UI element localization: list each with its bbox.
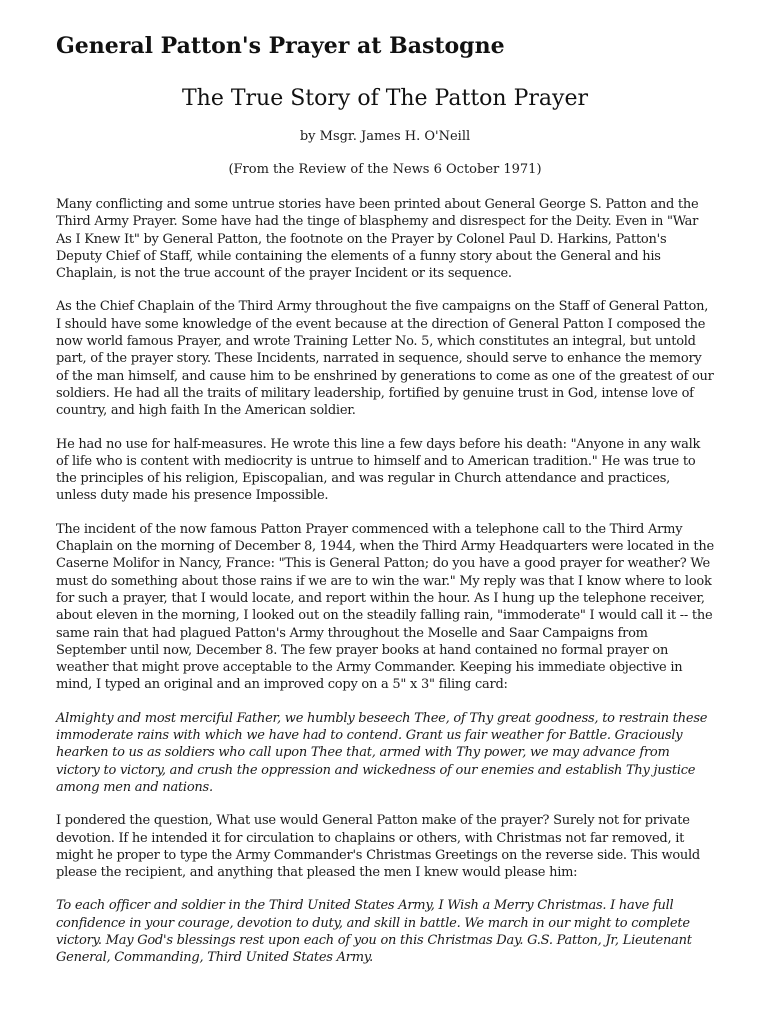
paragraph-half-measures: He had no use for half-measures. He wrote this line a few days before his death: "Anyone in any walk of life who is content with mediocrity is untrue to himself and to American tradition." He was true to the principles of his religion, Episcopalian, and was regular in Church attendance and practices, unless duty made his presence Impossible.	[56, 436, 701, 504]
paragraph-intro: Many conflicting and some untrue stories have been printed about General George S. Patton and the Third Army Prayer. Some have had the tinge of blasphemy and disrespect for the Deity. Even in "War As I Knew It" by General Patton, the footnote on the Prayer by Colonel Paul D. Harkins, Patton's Deputy Chief of Staff, while containing the elements of a funny story about the General and his Chaplain, is not the true account of the prayer Incident or its sequence.	[56, 197, 699, 282]
paragraph-incident: The incident of the now famous Patton Prayer commenced with a telephone call to the Third Army Chaplain on the morning of December 8, 1944, when the Third Army Headquarters were located in the Caserne Molifor in Nancy, France: "This is General Patton; do you have a good prayer for weather? We must do something about those rains if we are to win the war." My reply was that I know where to look for such a prayer, that I would locate, and report within the hour. As I hung up the telephone receiver, about eleven in the morning, I looked out on the steadily falling rain, "immoderate" I would call it -- the same rain that had plagued Patton's Army throughout the Moselle and Saar Campaigns from September until now, December 8. The few prayer books at hand contained no formal prayer on weather that might prove acceptable to the Army Commander. Keeping his immediate objective in mind, I typed an original and an improved copy on a 5" x 3" filing card:	[56, 521, 714, 693]
byline: by Msgr. James H. O'Neill	[299, 129, 471, 144]
source-note: (From the Review of the News 6 October 1971)	[228, 162, 542, 177]
paragraph-chaplain: As the Chief Chaplain of the Third Army throughout the five campaigns on the Staff of General Patton, I should have some knowledge of the event because at the direction of General Patton I composed the now world famous Prayer, and wrote Training Letter No. 5, which constitutes an integral, but untold part, of the prayer story. These Incidents, narrated in sequence, should serve to enhance the memory of the man himself, and cause him to be enshrined by generations to come as one of the greatest of our soldiers. He had all the traits of military leadership, fortified by genuine trust in God, intense love of country, and high faith In the American soldier.	[56, 299, 714, 419]
christmas-greeting-text: To each officer and soldier in the Third United States Army, I Wish a Merry Christmas. I have full confidence in your courage, devotion to duty, and skill in battle. We march in our might to complete victory. May God's blessings rest upon each of you on this Christmas Day. G.S. Patton, Jr, Lieutenant General, Commanding, Third United States Army.	[56, 898, 692, 966]
article-subtitle: The True Story of The Patton Prayer	[182, 86, 588, 111]
prayer-text: Almighty and most merciful Father, we humbly beseech Thee, of Thy great goodness, to restrain these immoderate rains with which we have had to contend. Grant us fair weather for Battle. Graciously hearken to us as soldiers who call upon Thee that, armed with Thy power, we may advance from victory to victory, and crush the oppression and wickedness of our enemies and establish Thy justice among men and nations.	[56, 710, 708, 795]
page-title: General Patton's Prayer at Bastogne	[56, 33, 505, 59]
paragraph-pondered: I pondered the question, What use would General Patton make of the prayer? Surely not for private devotion. If he intended it for circulation to chaplains or others, with Christmas not far removed, it might he proper to type the Army Commander's Christmas Greetings on the reverse side. This would please the recipient, and anything that pleased the men I knew would please him:	[56, 813, 701, 881]
